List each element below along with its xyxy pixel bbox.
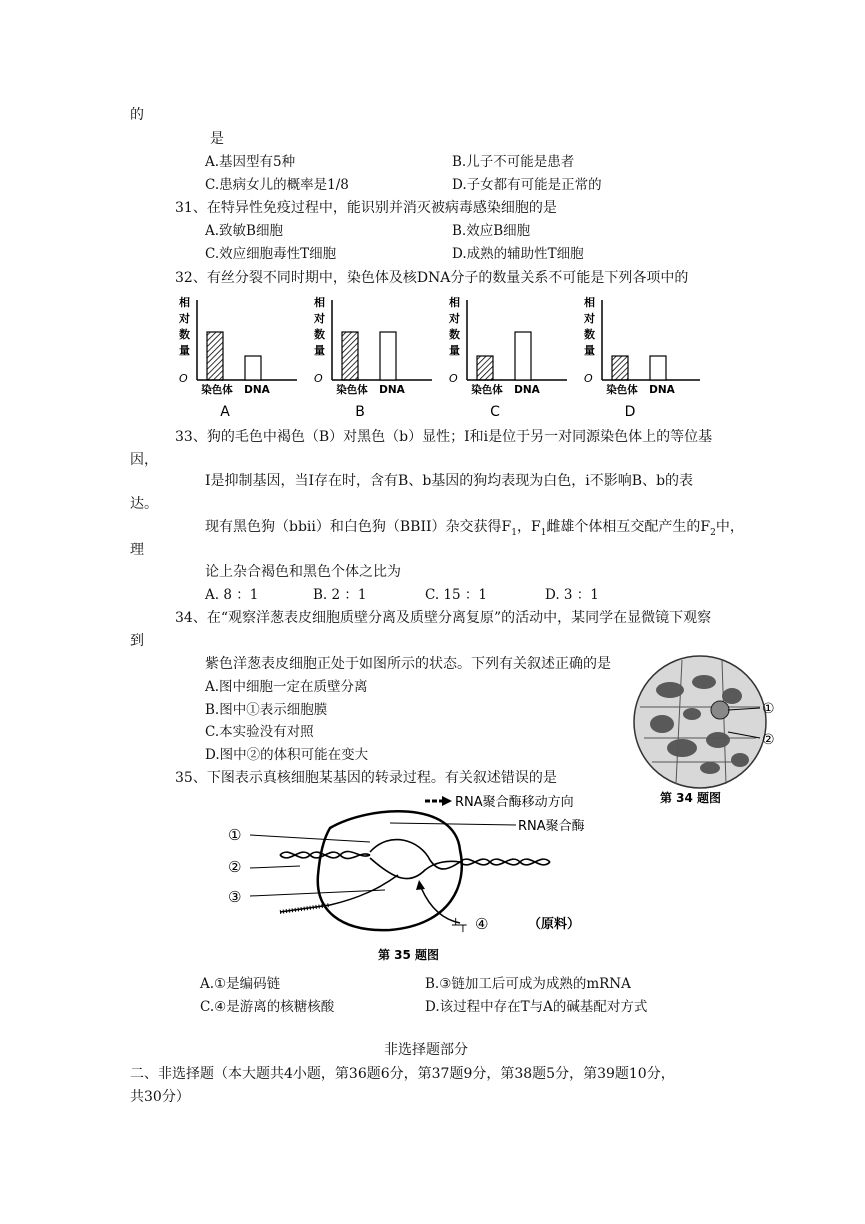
fig35-raw-material: （原料）	[528, 917, 581, 932]
chart-ylabel-char: 相	[179, 296, 190, 309]
q33-sub-f2: 2	[710, 527, 716, 538]
q33-line-3e: 理	[130, 542, 144, 558]
q33-option-d: D. 3 ：1	[545, 587, 599, 603]
chart-tick-label: DNA	[649, 384, 675, 396]
vacuole-marker	[711, 701, 729, 719]
fig35-label-3: ③	[228, 888, 242, 906]
chart-ylabel-char: 数	[584, 328, 595, 341]
part2-line-2: 共30分）	[130, 1089, 190, 1105]
q33-line-1b: 因，	[130, 452, 158, 468]
q35-transcription-figure	[220, 790, 640, 970]
chart-ylabel-char: 对	[314, 312, 325, 325]
bar-chart-C	[448, 295, 567, 420]
chart-option-label: D	[624, 404, 636, 420]
q35-option-a: A.①是编码链	[200, 976, 281, 992]
chart-ylabel-char: 量	[179, 344, 190, 357]
fig35-caption: 第 35 题图	[378, 948, 440, 962]
chart-tick-label: 染色体	[606, 384, 638, 396]
q33-line-3d: 中，	[715, 519, 744, 535]
rna-polymerase-shape	[318, 811, 462, 930]
bar-B-dna	[380, 332, 396, 380]
chart-tick-label: DNA	[379, 384, 405, 396]
q31-option-b: B.效应B细胞	[452, 223, 531, 239]
chart-option-label: A	[220, 404, 230, 420]
chart-ylabel-char: 对	[449, 312, 460, 325]
fig35-arrow-text: RNA聚合酶移动方向	[455, 795, 574, 810]
chart-ylabel-char: 量	[314, 344, 325, 357]
chart-origin: O	[584, 372, 593, 385]
carry-line-1: 的	[130, 107, 144, 123]
bar-D-chromosome	[612, 356, 628, 380]
bar-C-chromosome	[477, 356, 493, 380]
q33-option-b: B. 2 ：1	[313, 587, 367, 603]
q31-option-c: C.效应细胞毒性T细胞	[205, 246, 337, 262]
q34-option-c: C.本实验没有对照	[205, 724, 314, 740]
q34-line-1: 34、在“观察洋葱表皮细胞质壁分离及质壁分离复原”的活动中，某同学在显微镜下观察	[175, 610, 712, 626]
fig35-nucleotides: ┴┬	[452, 918, 467, 932]
chart-ylabel-char: 对	[179, 312, 190, 325]
q33-line-3b: ，F	[516, 519, 541, 535]
q31-stem: 31、在特异性免疫过程中，能识别并消灭被病毒感染细胞的是	[175, 200, 557, 216]
chart-tick-label: 染色体	[336, 384, 368, 396]
fig35-label-4: ④	[475, 915, 489, 933]
q33-line-3a: 现有黑色狗（bbii）和白色狗（BBII）杂交获得F	[205, 519, 512, 535]
chart-tick-label: DNA	[514, 384, 540, 396]
bar-C-dna	[515, 332, 531, 380]
fig34-label-1: ①	[762, 701, 775, 717]
bar-D-dna	[650, 356, 666, 380]
fig35-enzyme-text: RNA聚合酶	[518, 819, 585, 834]
q34-microscope-figure	[632, 652, 782, 810]
q33-line-2: I是抑制基因，当I存在时，含有B、b基因的狗均表现为白色，i不影响B、b的表	[205, 473, 694, 489]
q33-line-1: 33、狗的毛色中褐色（B）对黑色（b）显性；I和i是位于另一对同源染色体上的等位基	[175, 429, 713, 445]
chart-ylabel-char: 相	[449, 296, 460, 309]
q31-option-a: A.致敏B细胞	[205, 223, 283, 239]
chart-ylabel-char: 相	[584, 296, 595, 309]
q32-charts	[165, 292, 700, 422]
q33-option-c: C. 15 ：1	[425, 587, 487, 603]
bar-chart-D	[583, 295, 700, 420]
chart-option-label: B	[355, 404, 365, 420]
chart-tick-label: DNA	[244, 384, 270, 396]
q30-option-d: D.子女都有可能是正常的	[452, 177, 602, 193]
q33-option-a: A. 8 ：1	[205, 587, 259, 603]
bar-A-dna	[245, 356, 261, 380]
q35-option-d: D.该过程中存在T与A的碱基配对方式	[425, 999, 648, 1015]
chart-ylabel-char: 数	[179, 328, 190, 341]
fig34-caption: 第 34 题图	[660, 791, 722, 805]
carry-line-2: 是	[210, 131, 224, 147]
part2-line-1: 二、非选择题（本大题共4小题，第36题6分，第37题9分，第38题5分，第39题10分，	[130, 1066, 675, 1082]
q30-option-c: C.患病女儿的概率是1/8	[205, 177, 349, 193]
chart-ylabel-char: 数	[449, 328, 460, 341]
chart-origin: O	[314, 372, 323, 385]
q34-line-1b: 到	[130, 633, 144, 649]
fig35-label-1: ①	[228, 826, 242, 844]
bar-A-chromosome	[207, 332, 223, 380]
chart-option-label: C	[490, 404, 500, 420]
chart-ylabel-char: 相	[314, 296, 325, 309]
q30-option-b: B.儿子不可能是患者	[452, 154, 575, 170]
q33-line-2b: 达。	[130, 496, 158, 512]
q33-line-3	[205, 518, 744, 542]
q33-sub-f1b: 1	[540, 527, 547, 538]
chart-ylabel-char: 量	[449, 344, 460, 357]
q33-sub-f1a: 1	[511, 527, 517, 538]
fig34-label-2: ②	[762, 732, 775, 748]
q34-line-2: 紫色洋葱表皮细胞正处于如图所示的状态。下列有关叙述正确的是	[205, 656, 611, 672]
bar-B-chromosome	[342, 332, 358, 380]
chart-origin: O	[179, 372, 188, 385]
bar-chart-B	[313, 295, 432, 420]
q34-option-d: D.图中②的体积可能在变大	[205, 747, 369, 763]
q31-option-d: D.成熟的辅助性T细胞	[452, 246, 584, 262]
q35-option-b: B.③链加工后可成为成熟的mRNA	[425, 976, 631, 992]
chart-ylabel-char: 量	[584, 344, 595, 357]
q32-stem: 32、有丝分裂不同时期中，染色体及核DNA分子的数量关系不可能是下列各项中的	[175, 270, 689, 286]
q34-option-b: B.图中①表示细胞膜	[205, 702, 328, 718]
chart-ylabel-char: 对	[584, 312, 595, 325]
q35-stem: 35、下图表示真核细胞某基因的转录过程。有关叙述错误的是	[175, 770, 557, 786]
chart-tick-label: 染色体	[201, 384, 233, 396]
fig35-label-2: ②	[228, 858, 242, 876]
part2-heading: 非选择题部分	[384, 1042, 468, 1058]
chart-origin: O	[449, 372, 458, 385]
bar-chart-A	[178, 295, 297, 420]
q34-option-a: A.图中细胞一定在质壁分离	[205, 679, 368, 695]
chart-ylabel-char: 数	[314, 328, 325, 341]
q35-option-c: C.④是游离的核糖核酸	[200, 999, 335, 1015]
q33-line-3c: 雌雄个体相互交配产生的F	[546, 519, 711, 535]
q33-line-4: 论上杂合褐色和黑色个体之比为	[205, 564, 401, 580]
chart-tick-label: 染色体	[471, 384, 503, 396]
q30-option-a: A.基因型有5种	[205, 154, 296, 170]
